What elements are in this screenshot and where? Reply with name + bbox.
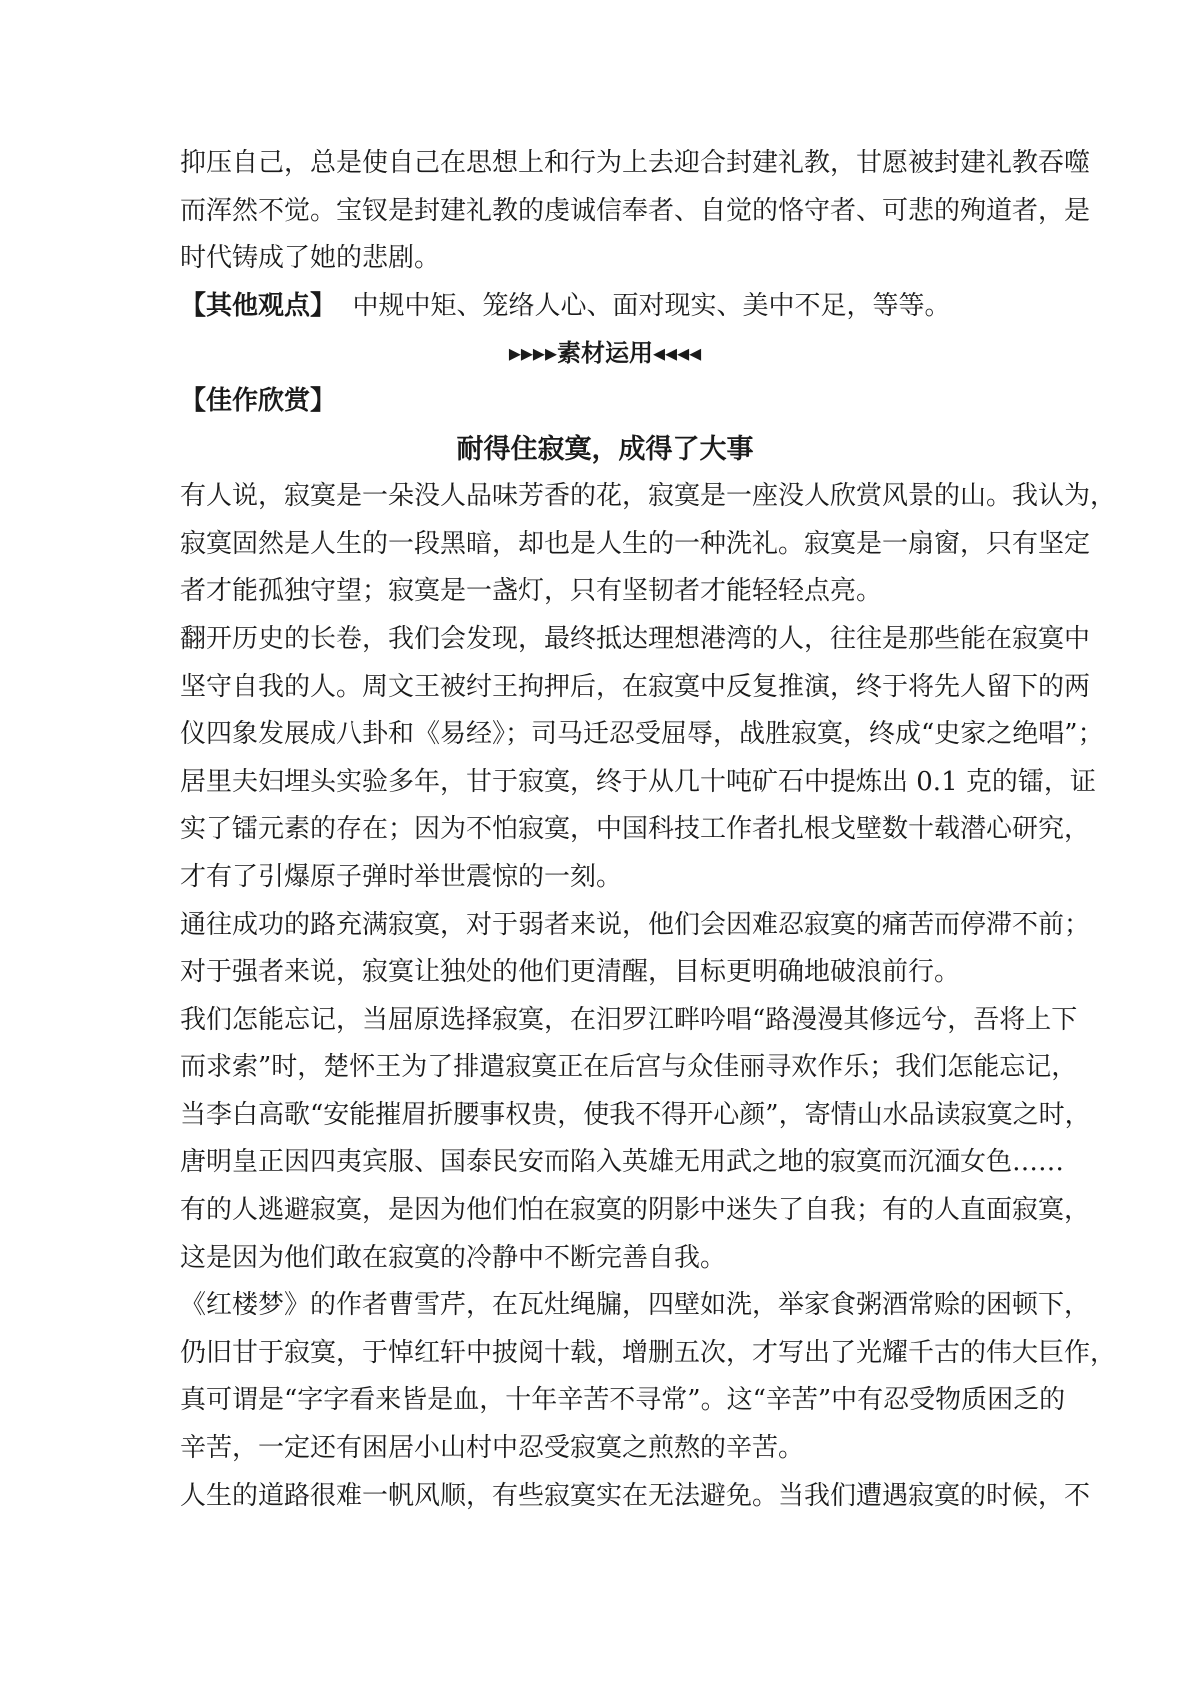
text-line: 实了镭元素的存在；因为不怕寂寞，中国科技工作者扎根戈壁数十载潜心研究， xyxy=(180,814,1091,845)
text-line: 仍旧甘于寂寞，于悼红轩中披阅十载，增删五次，才写出了光耀千古的伟大巨作， xyxy=(180,1337,1117,1368)
text-line: 居里夫妇埋头实验多年，甘于寂寞，终于从几十吨矿石中提炼出 0.1 克的镭，证 xyxy=(180,766,1096,797)
other-views-paragraph xyxy=(180,283,1030,331)
page-content xyxy=(180,140,1117,1520)
section-heading: ▸▸▸▸素材运用◂◂◂◂ xyxy=(508,339,702,368)
text-line: 有人说，寂寞是一朵没人品味芳香的花，寂寞是一座没人欣赏风景的山。我认为， xyxy=(180,481,1117,512)
text-line: 抑压自己，总是使自己在思想上和行为上去迎合封建礼教，甘愿被封建礼教吞噬 xyxy=(180,148,1091,178)
text-line: 时代铸成了她的悲剧。 xyxy=(180,243,441,274)
other-views-label: 【其他观点】 xyxy=(180,290,337,321)
text-line: 当李白高歌“安能摧眉折腰事权贵，使我不得开心颜”，寄情山水品读寂寞之时， xyxy=(180,1099,1091,1130)
text-line: 而求索”时，楚怀王为了排遣寂寞正在后宫与众佳丽寻欢作乐；我们怎能忘记， xyxy=(180,1052,1078,1083)
text-line: 通往成功的路充满寂寞，对于弱者来说，他们会因难忍寂寞的痛苦而停滞不前； xyxy=(180,909,1091,940)
essay-paragraph-4 xyxy=(180,997,1091,1187)
text-line: 才有了引爆原子弹时举世震惊的一刻。 xyxy=(180,861,623,892)
text-line: 寂寞固然是人生的一段黑暗，却也是人生的一种洗礼。寂寞是一扇窗，只有坚定 xyxy=(180,528,1091,559)
text-line: 我们怎能忘记，当屈原选择寂寞，在汨罗江畔吟唱“路漫漫其修远兮，吾将上下 xyxy=(180,1004,1078,1035)
text-line: 翻开历史的长卷，我们会发现，最终抵达理想港湾的人，往往是那些能在寂寞中 xyxy=(180,623,1091,654)
text-line: 这是因为他们敢在寂寞的冷静中不断完善自我。 xyxy=(180,1242,727,1273)
essay-paragraph-1 xyxy=(180,473,1117,616)
text-line: 真可谓是“字字看来皆是血，十年辛苦不寻常”。这“辛苦”中有忍受物质困乏的 xyxy=(180,1385,1066,1416)
appreciation-label: 【佳作欣赏】 xyxy=(180,385,337,416)
text-line: 有的人逃避寂寞，是因为他们怕在寂寞的阴影中迷失了自我；有的人直面寂寞， xyxy=(180,1195,1091,1226)
text-line: 《红楼梦》的作者曹雪芹，在瓦灶绳牖，四壁如洗，举家食粥酒常赊的困顿下， xyxy=(180,1290,1091,1321)
text-line: 坚守自我的人。周文王被纣王拘押后，在寂寞中反复推演，终于将先人留下的两 xyxy=(180,671,1091,702)
essay-paragraph-5 xyxy=(180,1187,1091,1282)
text-line: 仪四象发展成八卦和《易经》；司马迁忍受屈辱，战胜寂寞，终成“史家之绝唱”； xyxy=(180,719,1104,750)
other-views-text: 中规中矩、笼络人心、面对现实、美中不足，等等。 xyxy=(352,290,951,321)
essay-paragraph-6 xyxy=(180,1282,1117,1472)
continuation-paragraph xyxy=(180,140,1091,283)
text-line: 辛苦，一定还有困居小山村中忍受寂寞之煎熬的辛苦。 xyxy=(180,1433,805,1464)
essay-paragraph-3 xyxy=(180,902,1091,997)
essay-title: 耐得住寂寞，成得了大事 xyxy=(456,433,754,465)
essay-paragraph-7 xyxy=(180,1473,1091,1521)
text-line: 者才能孤独守望；寂寞是一盏灯，只有坚韧者才能轻轻点亮。 xyxy=(180,576,883,607)
text-line: 唐明皇正因四夷宾服、国泰民安而陷入英雄无用武之地的寂寞而沉湎女色…… xyxy=(180,1147,1065,1178)
text-line: 对于强者来说，寂寞让独处的他们更清醒，目标更明确地破浪前行。 xyxy=(180,957,961,988)
essay-paragraph-2 xyxy=(180,616,1104,902)
text-line: 而浑然不觉。宝钗是封建礼教的虔诚信奉者、自觉的恪守者、可悲的殉道者，是 xyxy=(180,195,1091,226)
text-line: 人生的道路很难一帆风顺，有些寂寞实在无法避免。当我们遭遇寂寞的时候，不 xyxy=(180,1480,1091,1511)
